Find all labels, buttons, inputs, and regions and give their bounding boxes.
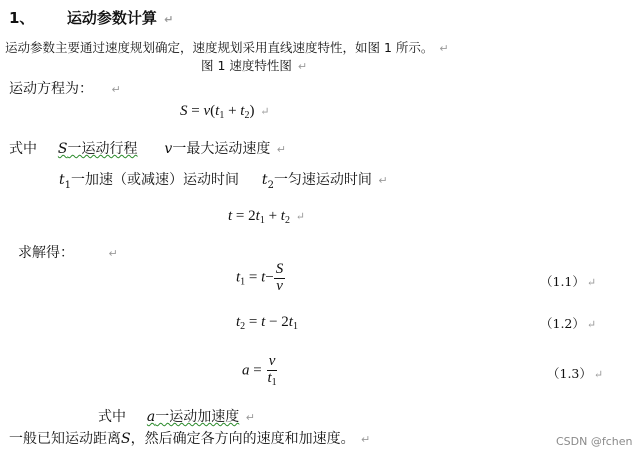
paragraph-mark-icon: ↵ <box>295 211 305 223</box>
variable-definitions-2: $t_1$一加速（或减速）运动时间 $t_2$一匀速运动时间 ↵ <box>59 172 388 191</box>
motion-equation-label: 运动方程为： ↵ <box>9 81 121 97</box>
equation-1-1: $t_1 = t-$ $\frac{S}{v}$ <box>236 261 284 294</box>
equation-1-2: $t_2 = t - 2t_1$ <box>236 314 298 332</box>
section-title: 运动参数计算 <box>66 9 157 27</box>
watermark: CSDN @fchen <box>556 435 633 448</box>
paragraph-mark-icon: ↵ <box>593 368 604 381</box>
figure-caption-text: 图 1 速度特性图 <box>201 58 292 73</box>
equation-1-3: a = $\frac{v}{t_1}$ <box>242 353 277 388</box>
paragraph-mark-icon: ↵ <box>361 433 371 446</box>
section-heading <box>9 7 173 28</box>
figure-caption <box>201 56 307 74</box>
section-number: 1、 <box>9 9 35 27</box>
equation-number-1-1: （1.1） ↵ <box>540 274 597 289</box>
conclusion-paragraph: 一般已知运动距离S，然后确定各方向的速度和加速度。 ↵ <box>9 431 371 447</box>
paragraph-mark-icon: ↵ <box>164 13 174 26</box>
paragraph-mark-icon: ↵ <box>260 106 270 118</box>
paragraph-mark-icon: ↵ <box>297 60 308 73</box>
variable-definitions-3: 式中 a一运动加速度 ↵ <box>98 409 255 425</box>
paragraph-mark-icon: ↵ <box>586 276 597 289</box>
equation-total-time: $t = 2t_1 + t_2$ ↵ <box>228 208 305 226</box>
intro-text: 运动参数主要通过速度规划确定，速度规划采用直线速度特性，如图 1 所示。 <box>5 40 434 55</box>
paragraph-mark-icon: ↵ <box>276 143 286 156</box>
paragraph-mark-icon: ↵ <box>586 318 597 331</box>
paragraph-mark-icon: ↵ <box>111 83 121 96</box>
intro-paragraph <box>5 38 449 56</box>
equation-displacement: $S = v(t_1 + t_2)$ ↵ <box>180 103 270 121</box>
paragraph-mark-icon: ↵ <box>378 174 388 187</box>
equation-number-1-2: （1.2） ↵ <box>540 316 597 331</box>
equation-number-1-3: （1.3） ↵ <box>547 366 604 381</box>
paragraph-mark-icon: ↵ <box>439 42 449 55</box>
paragraph-mark-icon: ↵ <box>108 247 118 260</box>
solution-label: 求解得： ↵ <box>18 245 118 261</box>
variable-definitions-1: 式中 S一运动行程 v一最大运动速度 ↵ <box>9 141 286 157</box>
paragraph-mark-icon: ↵ <box>245 411 255 424</box>
